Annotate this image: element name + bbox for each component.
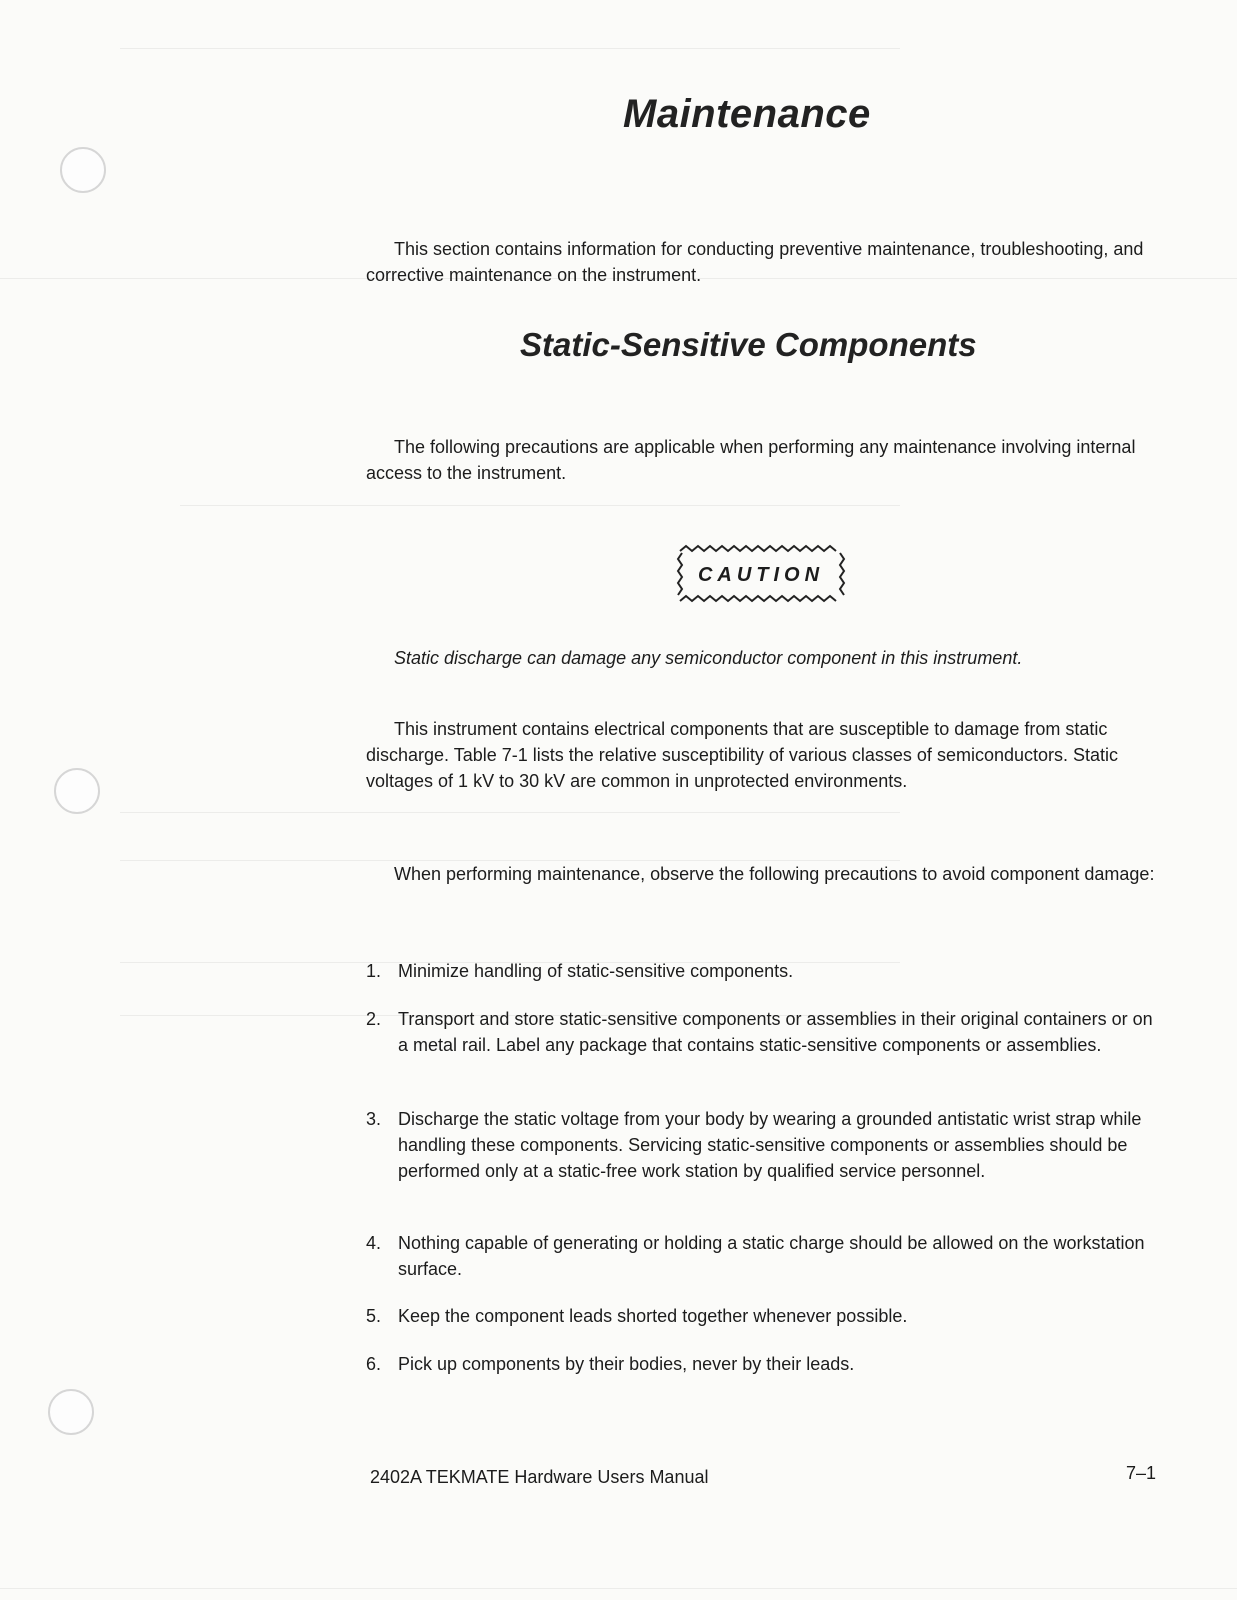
list-item [366,958,1166,984]
page-title: Maintenance [623,92,871,136]
list-item-text: Keep the component leads shorted together whenever possible. [398,1306,908,1326]
punch-hole-bottom [48,1389,94,1435]
intro-paragraph: This section contains information for conducting preventive maintenance, troubleshooting, and corrective maintenance on the instrument. [366,239,1144,285]
list-item-text: Discharge the static voltage from your body by wearing a grounded antistatic wrist strap while handling these components. Servicing static-sensitive components or assemblies should be performed only at a static-free work station by qualified service personnel. [398,1109,1142,1181]
precautions-intro-paragraph: When performing maintenance, observe the following precautions to avoid component damage: [394,864,1155,884]
list-item [366,1230,1166,1282]
list-item [366,1106,1166,1184]
list-item [366,1351,1166,1377]
punch-hole-middle [54,768,100,814]
caution-text: Static discharge can damage any semiconductor component in this instrument. [394,648,1023,668]
list-item-number: 1. [366,961,382,981]
susceptibility-paragraph: This instrument contains electrical components that are susceptible to damage from static discharge. Table 7-1 lists the relative susceptibility of various classes of semiconductors. Static voltages of 1 kV to 30 kV are common in unprotected environments. [366,719,1119,791]
bleed-through-line [120,812,900,813]
list-item [366,1006,1166,1058]
list-item-number: 6. [366,1354,382,1374]
page-number: 7–1 [1126,1463,1157,1483]
footer-manual-title: 2402A TEKMATE Hardware Users Manual [370,1467,709,1487]
bleed-through-line [0,1588,1237,1589]
bleed-through-line [180,505,900,506]
bleed-through-line [120,48,900,49]
list-item-number: 2. [366,1009,382,1029]
punch-hole-top [60,147,106,193]
list-item-number: 4. [366,1233,382,1253]
list-item-number: 3. [366,1109,382,1129]
list-item-text: Pick up components by their bodies, never by their leads. [398,1354,855,1374]
list-item [366,1303,1166,1329]
section-intro-paragraph: The following precautions are applicable when performing any maintenance involving internal access to the instrument. [366,437,1136,483]
list-item-text: Transport and store static-sensitive components or assemblies in their original containers or on a metal rail. Label any package that contains static-sensitive components or assemblies. [398,1009,1153,1055]
caution-banner [676,543,846,607]
caution-label: CAUTION [697,564,825,586]
section-title: Static-Sensitive Components [520,326,977,363]
list-item-text: Nothing capable of generating or holding a static charge should be allowed on the workstation surface. [398,1233,1145,1279]
list-item-number: 5. [366,1306,382,1326]
list-item-text: Minimize handling of static-sensitive components. [398,961,794,981]
